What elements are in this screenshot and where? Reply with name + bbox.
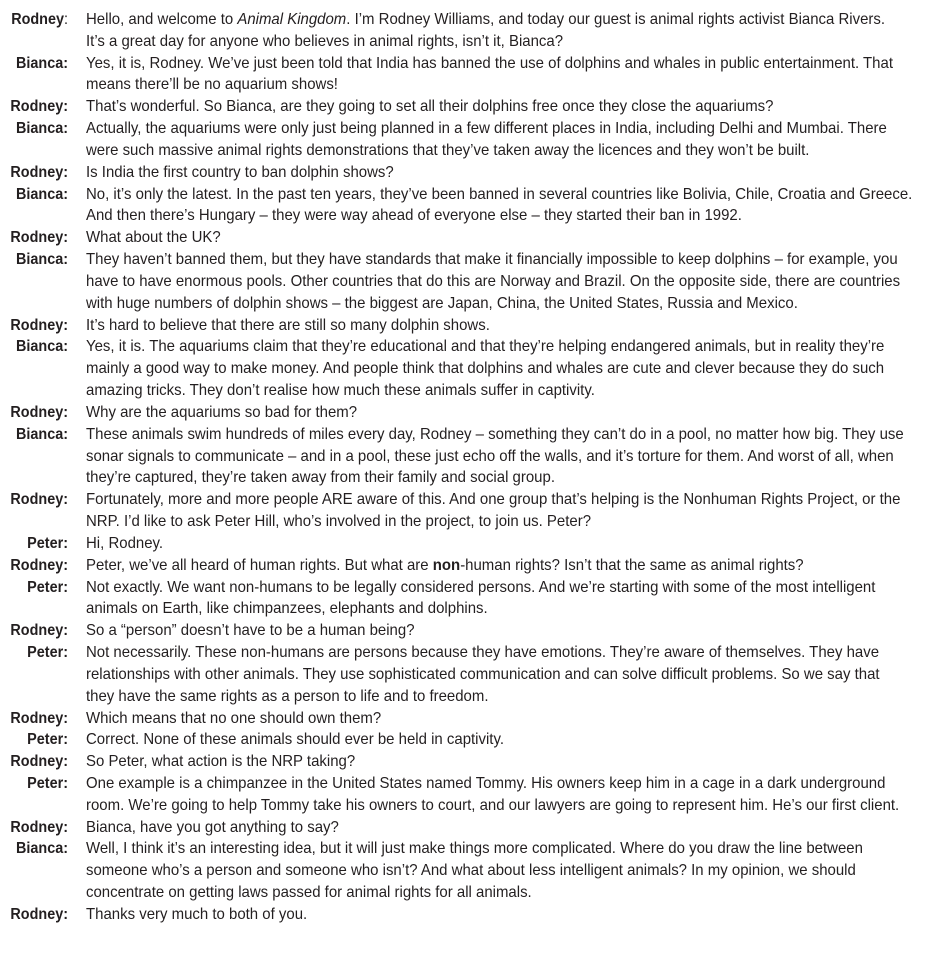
speaker-label: Bianca bbox=[15, 338, 64, 356]
speaker-name bbox=[7, 577, 68, 621]
dialogue-text bbox=[86, 9, 940, 53]
dialogue-text bbox=[86, 533, 168, 555]
dialogue-text bbox=[86, 729, 533, 751]
text-line: concentrate on getting laws passed for animal rights for all animals. bbox=[86, 884, 532, 902]
dialogue-text bbox=[86, 96, 821, 118]
speaker-label: Bianca bbox=[15, 840, 64, 858]
text-line: room. We’re going to help Tommy take his owners to court, and our lawyers are going to represent him. He’s our first client. bbox=[86, 796, 900, 814]
speaker-label: Rodney bbox=[10, 905, 64, 923]
text-line: sonar signals to communicate – and in a pool, these just echo off the walls, and it’s torture for them. And worst of all, when bbox=[86, 447, 894, 465]
speaker-name bbox=[7, 904, 68, 926]
dialogue-turn bbox=[0, 227, 940, 249]
text-line: These animals swim hundreds of miles every day, Rodney – something they can’t do in a pool, no matter how big. They use bbox=[86, 425, 904, 443]
text-segment: -human rights? Isn’t that the same as animal rights? bbox=[460, 556, 804, 574]
speaker-name bbox=[7, 751, 68, 773]
speaker-colon: : bbox=[63, 229, 68, 247]
dialogue-turn bbox=[0, 751, 940, 773]
text-line bbox=[86, 555, 804, 577]
speaker-label: Bianca bbox=[15, 185, 64, 203]
speaker-colon: : bbox=[63, 753, 68, 771]
speaker-colon: : bbox=[63, 425, 68, 443]
text-line: Is India the first country to ban dolphin shows? bbox=[86, 163, 394, 181]
dialogue-text bbox=[86, 577, 930, 621]
italic-text: Animal Kingdom bbox=[237, 11, 347, 28]
speaker-label: Rodney bbox=[11, 11, 64, 28]
speaker-name bbox=[7, 817, 68, 839]
speaker-colon: : bbox=[63, 54, 68, 72]
speaker-name bbox=[7, 620, 68, 642]
text-line: with huge numbers of dolphin shows – the biggest are Japan, China, the United States, Russia and Mexico. bbox=[86, 294, 798, 312]
dialogue-turn bbox=[0, 184, 940, 228]
dialogue-turn bbox=[0, 118, 940, 162]
speaker-name bbox=[7, 838, 68, 903]
dialogue-turn bbox=[0, 162, 940, 184]
speaker-name bbox=[7, 489, 68, 533]
text-line: Well, I think it’s an interesting idea, but it will just make things more complicated. Where do you draw the line between bbox=[86, 840, 863, 858]
speaker-name bbox=[7, 227, 68, 249]
speaker-colon: : bbox=[63, 11, 68, 28]
speaker-label: Rodney bbox=[10, 753, 64, 771]
dialogue-text bbox=[86, 904, 323, 926]
speaker-label: Peter bbox=[27, 774, 64, 792]
text-line: So Peter, what action is the NRP taking? bbox=[86, 753, 356, 771]
dialogue-text bbox=[86, 336, 940, 401]
speaker-colon: : bbox=[63, 338, 68, 356]
speaker-name bbox=[7, 533, 68, 555]
text-line: What about the UK? bbox=[86, 229, 221, 247]
dialogue-turn bbox=[0, 817, 940, 839]
text-line: amazing tricks. They don’t realise how much these animals suffer in captivity. bbox=[86, 382, 595, 400]
speaker-colon: : bbox=[63, 491, 68, 509]
text-line: That’s wonderful. So Bianca, are they going to set all their dolphins free once they close the aquariums? bbox=[86, 98, 774, 116]
speaker-label: Rodney bbox=[10, 163, 64, 181]
dialogue-turn bbox=[0, 642, 940, 707]
dialogue-turn bbox=[0, 53, 940, 97]
speaker-label: Rodney bbox=[10, 98, 64, 116]
speaker-colon: : bbox=[63, 556, 68, 574]
text-line: Yes, it is, Rodney. We’ve just been told that India has banned the use of dolphins and whales in public entertainment. That bbox=[86, 54, 893, 72]
speaker-label: Rodney bbox=[10, 491, 64, 509]
dialogue-turn bbox=[0, 729, 940, 751]
dialogue-turn bbox=[0, 533, 940, 555]
speaker-name bbox=[7, 555, 68, 577]
speaker-label: Bianca bbox=[15, 425, 64, 443]
text-segment: Peter, we’ve all heard of human rights. But what are bbox=[86, 556, 433, 574]
dialogue-text bbox=[86, 227, 230, 249]
speaker-label: Peter bbox=[27, 644, 64, 662]
speaker-name bbox=[7, 315, 68, 337]
speaker-name bbox=[7, 184, 68, 228]
text-line: It’s hard to believe that there are still so many dolphin shows. bbox=[86, 316, 490, 334]
speaker-label: Rodney bbox=[10, 556, 64, 574]
speaker-colon: : bbox=[63, 251, 68, 269]
text-line: they have the same rights as a person to life and to freedom. bbox=[86, 687, 489, 705]
text-line: NRP. I’d like to ask Peter Hill, who’s involved in the project, to join us. Peter? bbox=[86, 513, 592, 531]
text-line: were such massive animal rights demonstrations that they’ve taken away the licences and they won’t be built. bbox=[86, 141, 810, 159]
speaker-colon: : bbox=[63, 120, 68, 138]
dialogue-turn bbox=[0, 489, 940, 533]
text-line: Which means that no one should own them? bbox=[86, 709, 382, 727]
speaker-name bbox=[7, 642, 68, 707]
text-line bbox=[86, 9, 885, 31]
dialogue-text bbox=[86, 642, 935, 707]
bold-text: non bbox=[432, 556, 461, 574]
text-line: Bianca, have you got anything to say? bbox=[86, 818, 339, 836]
speaker-label: Bianca bbox=[15, 54, 64, 72]
text-line: One example is a chimpanzee in the United States named Tommy. His owners keep him in a cage in a dark underground bbox=[86, 774, 886, 792]
dialogue-text bbox=[86, 773, 940, 817]
dialogue-turn bbox=[0, 620, 940, 642]
text-line: So a “person” doesn’t have to be a human being? bbox=[86, 622, 415, 640]
speaker-name bbox=[7, 9, 68, 53]
speaker-colon: : bbox=[63, 578, 68, 596]
text-line: It’s a great day for anyone who believes in animal rights, isn’t it, Bianca? bbox=[86, 32, 564, 50]
speaker-name bbox=[7, 729, 68, 751]
speaker-colon: : bbox=[63, 163, 68, 181]
speaker-name bbox=[7, 773, 68, 817]
dialogue-turn bbox=[0, 315, 940, 337]
dialogue-text bbox=[86, 162, 415, 184]
dialogue-text bbox=[86, 751, 374, 773]
text-segment: . I’m Rodney Williams, and today our guest is animal rights activist Bianca Rivers. bbox=[346, 11, 886, 28]
speaker-colon: : bbox=[63, 534, 68, 552]
text-line: Correct. None of these animals should ever be held in captivity. bbox=[86, 731, 504, 749]
text-line: Yes, it is. The aquariums claim that they’re educational and that they’re helping endangered animals, but in reality they’re bbox=[86, 338, 885, 356]
speaker-colon: : bbox=[63, 644, 68, 662]
text-line: Why are the aquariums so bad for them? bbox=[86, 403, 358, 421]
speaker-label: Peter bbox=[27, 731, 64, 749]
text-line: Thanks very much to both of you. bbox=[86, 905, 308, 923]
dialogue-text bbox=[86, 817, 356, 839]
speaker-name bbox=[7, 708, 68, 730]
dialogue-text bbox=[86, 555, 854, 577]
text-line: No, it’s only the latest. In the past ten years, they’ve been banned in several countries like Bolivia, Chile, Croatia and Greece. bbox=[86, 185, 913, 203]
text-line: Not necessarily. These non-humans are persons because they have emotions. They’re aware of themselves. They have bbox=[86, 644, 880, 662]
dialogue-text bbox=[86, 184, 940, 228]
speaker-colon: : bbox=[63, 774, 68, 792]
dialogue-text bbox=[86, 402, 376, 424]
text-line: animals on Earth, like chimpanzees, elephants and dolphins. bbox=[86, 600, 488, 618]
speaker-colon: : bbox=[63, 818, 68, 836]
speaker-name bbox=[7, 424, 68, 489]
speaker-name bbox=[7, 53, 68, 97]
speaker-colon: : bbox=[63, 622, 68, 640]
dialogue-text bbox=[86, 424, 940, 489]
dialogue-turn bbox=[0, 402, 940, 424]
dialogue-text bbox=[86, 838, 917, 903]
speaker-colon: : bbox=[63, 403, 68, 421]
speaker-colon: : bbox=[63, 709, 68, 727]
dialogue-text bbox=[86, 53, 940, 97]
speaker-colon: : bbox=[63, 731, 68, 749]
speaker-name bbox=[7, 249, 68, 314]
dialogue-turn bbox=[0, 773, 940, 817]
dialogue-turn bbox=[0, 336, 940, 401]
speaker-label: Rodney bbox=[10, 229, 64, 247]
text-segment: Hello, and welcome to bbox=[86, 11, 238, 28]
text-line: Hi, Rodney. bbox=[86, 534, 164, 552]
speaker-label: Rodney bbox=[10, 818, 64, 836]
speaker-colon: : bbox=[63, 316, 68, 334]
text-line: Actually, the aquariums were only just being planned in a few different places in India, including Delhi and Mumbai. There bbox=[86, 120, 887, 138]
text-line: they’re captured, they’re taken away from their family and social group. bbox=[86, 469, 555, 487]
text-line: mainly a good way to make money. And people think that dolphins and whales are cute and clever because they do such bbox=[86, 360, 885, 378]
text-line: means there’ll be no aquarium shows! bbox=[86, 76, 338, 94]
speaker-colon: : bbox=[63, 98, 68, 116]
dialogue-text bbox=[86, 489, 940, 533]
speaker-colon: : bbox=[63, 185, 68, 203]
dialogue-text bbox=[86, 620, 437, 642]
speaker-label: Rodney bbox=[10, 622, 64, 640]
speaker-label: Rodney bbox=[10, 316, 64, 334]
speaker-name bbox=[7, 162, 68, 184]
speaker-colon: : bbox=[63, 840, 68, 858]
dialogue-text bbox=[86, 315, 518, 337]
speaker-label: Bianca bbox=[15, 120, 64, 138]
speaker-label: Peter bbox=[27, 534, 64, 552]
speaker-name bbox=[7, 402, 68, 424]
text-line: someone who’s a person and someone who isn’t? And what about less intelligent animals? In my opinion, we should bbox=[86, 862, 856, 880]
text-line: They haven’t banned them, but they have standards that make it financially impossible to keep dolphins – for example, you bbox=[86, 251, 898, 269]
dialogue-turn bbox=[0, 838, 940, 903]
speaker-label: Rodney bbox=[10, 709, 64, 727]
interview-transcript bbox=[0, 9, 940, 926]
text-line: And then there’s Hungary – they were way ahead of everyone else – they started their ban in 1992. bbox=[86, 207, 742, 225]
text-line: Not exactly. We want non-humans to be legally considered persons. And we’re starting with some of the most intelligent bbox=[86, 578, 876, 596]
dialogue-text bbox=[86, 249, 940, 314]
speaker-name bbox=[7, 336, 68, 401]
speaker-label: Rodney bbox=[10, 403, 64, 421]
dialogue-turn bbox=[0, 555, 940, 577]
text-line: have to have enormous pools. Other countries that do this are Norway and Brazil. On the opposite side, there are countries bbox=[86, 272, 901, 290]
dialogue-turn bbox=[0, 424, 940, 489]
speaker-name bbox=[7, 96, 68, 118]
dialogue-turn bbox=[0, 9, 940, 53]
text-line: Fortunately, more and more people ARE aware of this. And one group that’s helping is the Nonhuman Rights Project, or the bbox=[86, 491, 901, 509]
dialogue-turn bbox=[0, 577, 940, 621]
dialogue-turn bbox=[0, 904, 940, 926]
speaker-colon: : bbox=[63, 905, 68, 923]
dialogue-text bbox=[86, 708, 402, 730]
speaker-name bbox=[7, 118, 68, 162]
dialogue-turn bbox=[0, 708, 940, 730]
dialogue-text bbox=[86, 118, 940, 162]
dialogue-turn bbox=[0, 249, 940, 314]
speaker-label: Bianca bbox=[15, 251, 64, 269]
speaker-label: Peter bbox=[27, 578, 64, 596]
text-line: relationships with other animals. They use sophisticated communication and can solve difficult problems. So we say that bbox=[86, 665, 880, 683]
dialogue-turn bbox=[0, 96, 940, 118]
